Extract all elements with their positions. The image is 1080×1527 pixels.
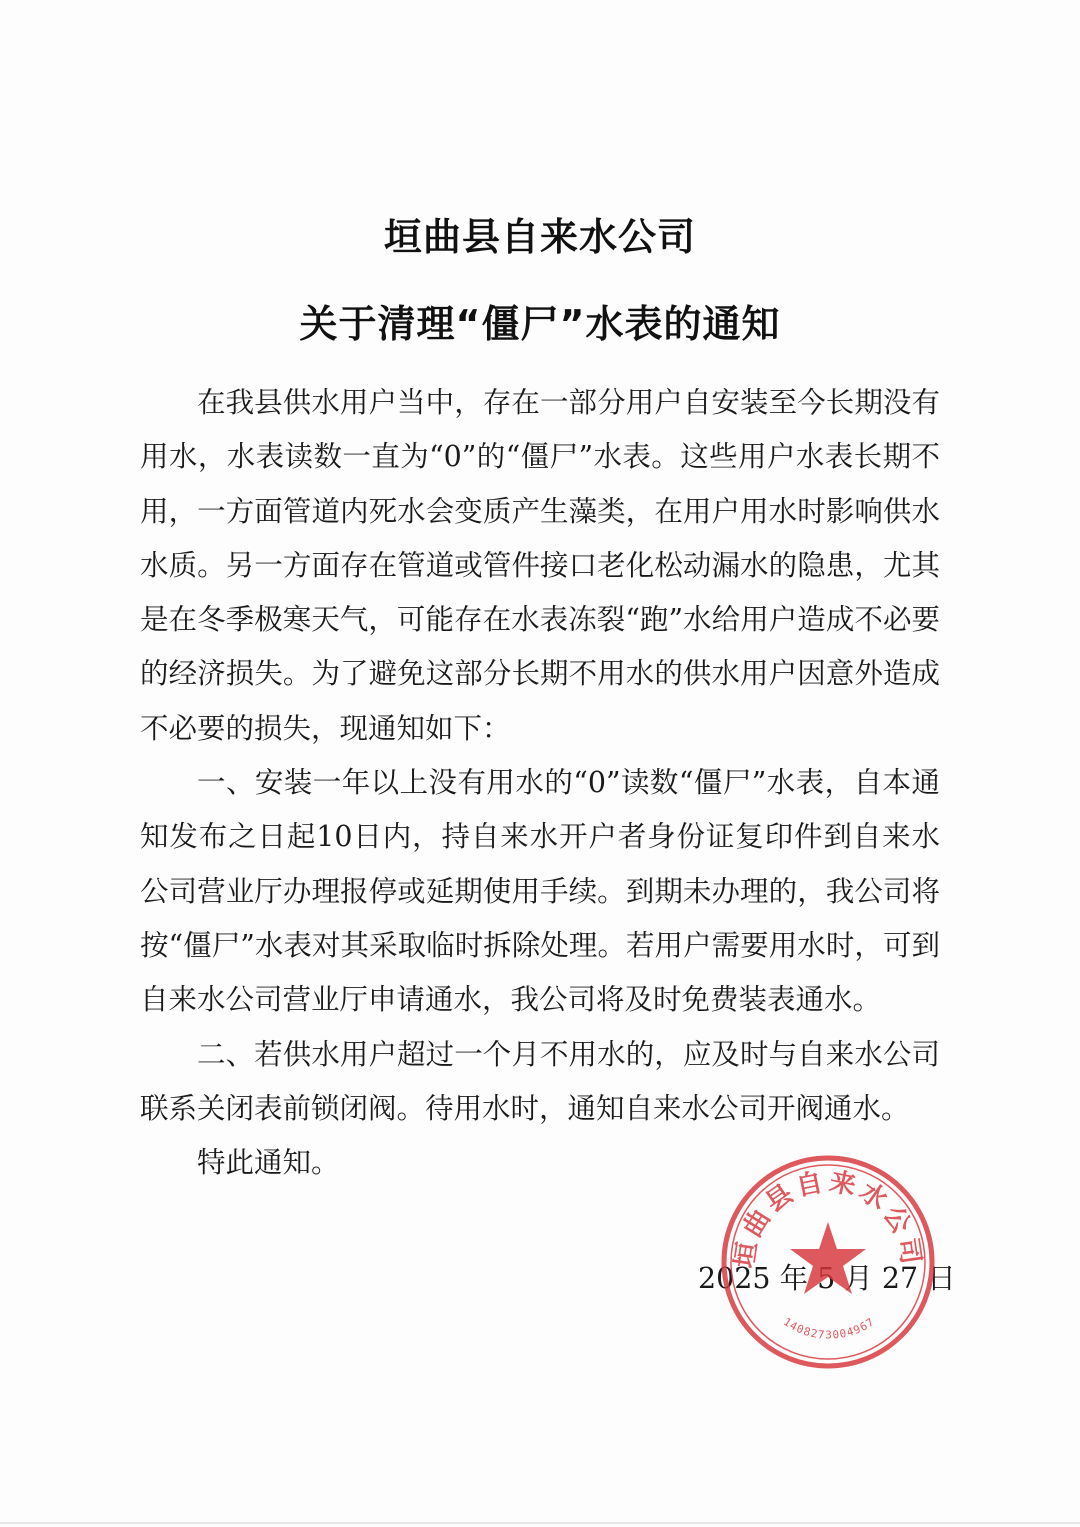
seal-text: 垣曲县自来水公司 [729,1166,927,1270]
title-notice: 关于清理“僵尸”水表的通知 [299,302,781,346]
company-seal-icon [716,1150,940,1374]
page-edge [0,1522,1080,1524]
paragraph-item-1: 一、安装一年以上没有用水的“0”读数“僵尸”水表，自本通知发布之日起10日内，持自来水开户者身份证复印件到自来水公司营业厅办理报停或延期使用手续。到期未办理的，我公司将按“僵尸”水表对其采取临时拆除处理。若用户需要用水时，可到自来水公司营业厅申请通水，我公司将及时免费装表通水。 [140,766,940,1017]
paragraph-item-2: 二、若供水用户超过一个月不用水的，应及时与自来水公司联系关闭表前锁闭阀。待用水时，通知自来水公司开阀通水。 [140,1037,940,1125]
paragraph-intro: 在我县供水用户当中，存在一部分用户自安装至今长期没有用水，水表读数一直为“0”的“僵尸”水表。这些用户水表长期不用，一方面管道内死水会变质产生藻类，在用户用水时影响供水水质。另一方面存在管道或管件接口老化松动漏水的隐患，尤其是在冬季极寒天气，可能存在水表冻裂“跑”水给用户造成不必要的经济损失。为了避免这部分长期不用水的供水用户因意外造成不必要的损失，现通知如下： [140,386,940,745]
notice-body [140,376,940,1190]
paragraph-closing: 特此通知。 [197,1146,340,1180]
title-company: 垣曲县自来水公司 [383,215,696,259]
seal-code: 1408273004967 [780,1315,878,1342]
issue-date: 2025 年 5 月 27 日 [698,1262,956,1295]
